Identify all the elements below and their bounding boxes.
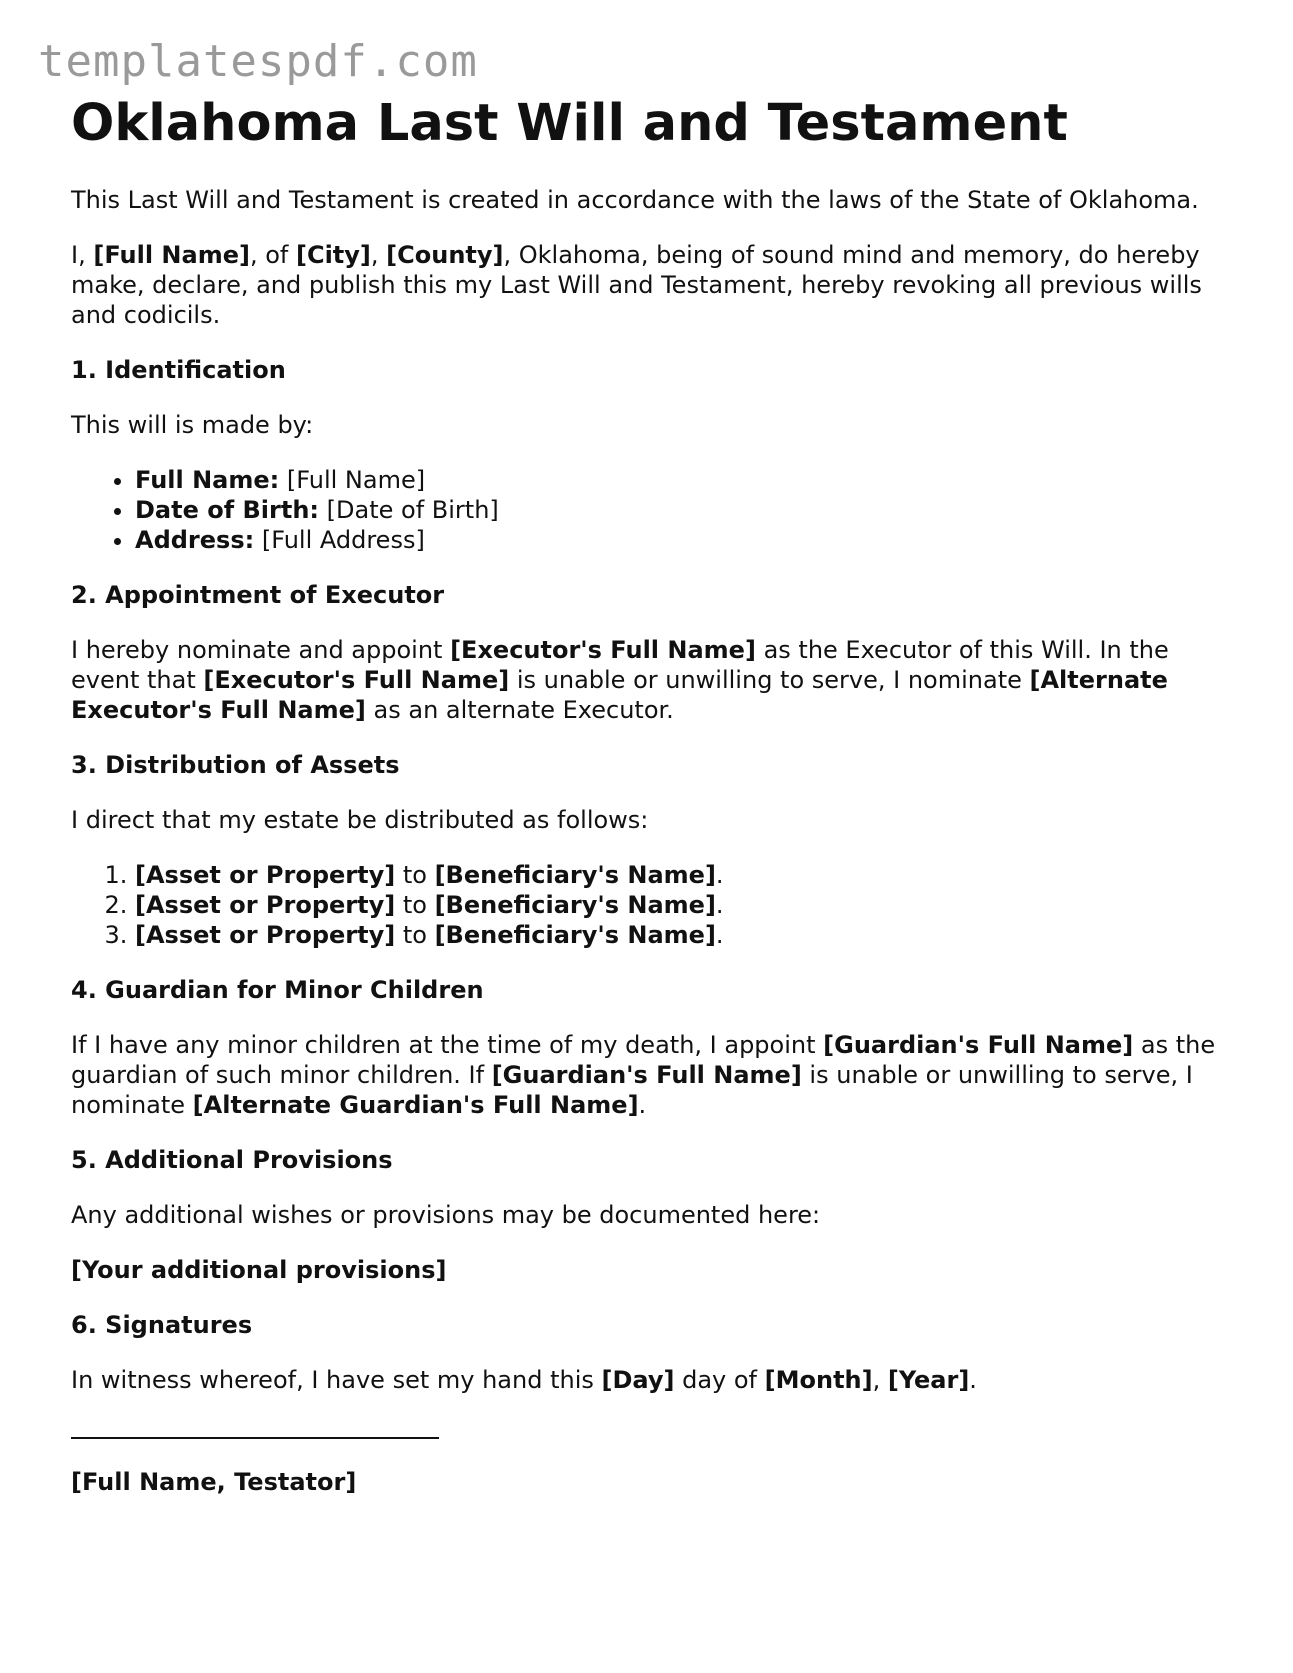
list-item: • Full Name: [Full Name] <box>135 465 1221 495</box>
list-item: • Address: [Full Address] <box>135 525 1221 555</box>
list-item: 3. [Asset or Property] to [Beneficiary's Name]. <box>135 920 1221 950</box>
intro-paragraph: This Last Will and Testament is created in accordance with the laws of the State of Oklahoma. <box>71 186 1199 214</box>
section-heading-identification: 1. Identification <box>71 356 286 384</box>
section-heading-executor: 2. Appointment of Executor <box>71 581 445 609</box>
testator-signature-name: [Full Name, Testator] <box>71 1468 357 1496</box>
additional-provisions-placeholder: [Your additional provisions] <box>71 1256 447 1284</box>
city-placeholder: [City] <box>295 241 371 269</box>
identification-lead: This will is made by: <box>71 411 314 439</box>
signature-paragraph: In witness whereof, I have set my hand this [Day] day of [Month], [Year]. <box>71 1366 977 1394</box>
document <box>71 94 1221 1497</box>
list-item: 2. [Asset or Property] to [Beneficiary's Name]. <box>135 890 1221 920</box>
watermark: templatespdf.com <box>38 36 478 87</box>
guardian-paragraph: If I have any minor children at the time of my death, I appoint [Guardian's Full Name] as the guardian of such minor children. If [Guardian's Full Name] is unable or unwilling to serve, I nominate [Alternate Guardian's Full Name]. <box>71 1031 1216 1119</box>
additional-lead: Any additional wishes or provisions may be documented here: <box>71 1201 821 1229</box>
list-item: 1. [Asset or Property] to [Beneficiary's Name]. <box>135 860 1221 890</box>
section-heading-signatures: 6. Signatures <box>71 1311 253 1339</box>
signature-line <box>71 1437 439 1439</box>
list-item: • Date of Birth: [Date of Birth] <box>135 495 1221 525</box>
testator-name-placeholder: [Full Name] <box>93 241 250 269</box>
executor-paragraph: I hereby nominate and appoint [Executor's Full Name] as the Executor of this Will. In the event that [Executor's Full Name] is unable or unwilling to serve, I nominate [Alternate Executor's Full Name] as an alternate Executor. <box>71 636 1169 724</box>
distribution-lead: I direct that my estate be distributed as follows: <box>71 806 649 834</box>
declaration-paragraph: I, [Full Name], of [City], [County], Oklahoma, being of sound mind and memory, do hereby make, declare, and publish this my Last Will and Testament, hereby revoking all previous wills and codicils. <box>71 241 1202 329</box>
identification-list <box>71 465 1221 555</box>
county-placeholder: [County] <box>386 241 504 269</box>
page-title: Oklahoma Last Will and Testament <box>71 94 1068 153</box>
section-heading-guardian: 4. Guardian for Minor Children <box>71 976 484 1004</box>
distribution-list <box>71 860 1221 950</box>
section-heading-distribution: 3. Distribution of Assets <box>71 751 400 779</box>
section-heading-additional: 5. Additional Provisions <box>71 1146 393 1174</box>
